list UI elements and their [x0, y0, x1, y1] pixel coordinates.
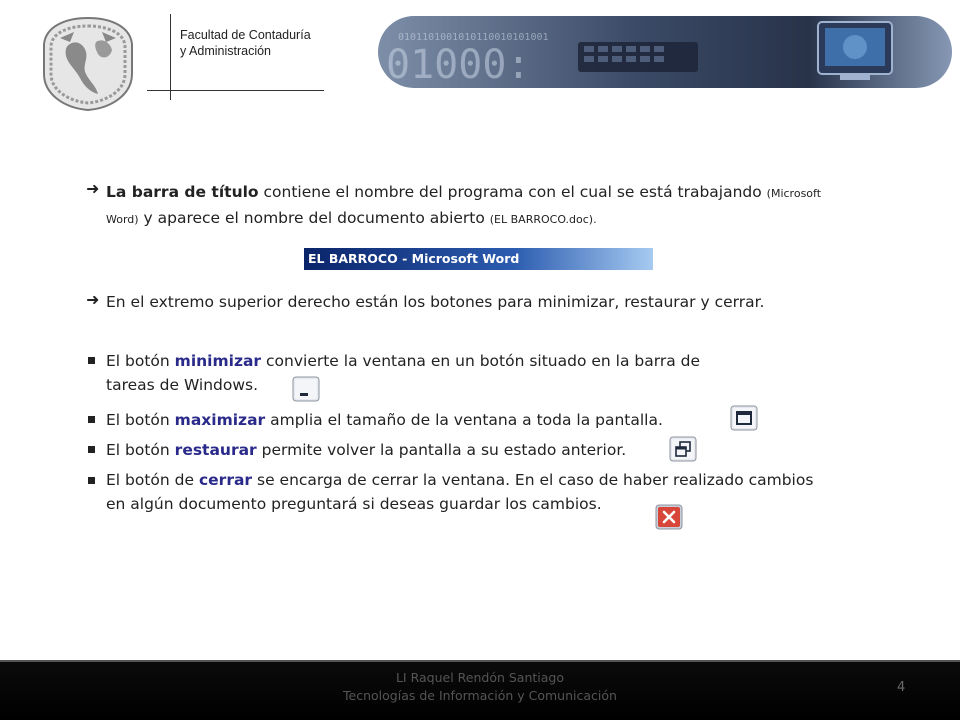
item-close — [106, 468, 896, 516]
item-maximize-pre: El botón — [106, 411, 175, 429]
maximize-icon — [730, 405, 758, 431]
item-minimize-keyword: minimizar — [174, 352, 262, 370]
arrow-bullet-icon: ➜ — [86, 290, 100, 309]
item-maximize-keyword: maximizar — [174, 411, 266, 429]
item-close-pre: El botón de — [106, 471, 199, 489]
item-restore-pre: El botón — [106, 441, 175, 459]
item-minimize-line2: tareas de Windows. — [106, 376, 259, 394]
paragraph-text-a: contiene el nombre del programa con el cual se está trabajando — [258, 183, 767, 201]
header-horizontal-rule — [147, 90, 324, 91]
item-close-post: se encarga de cerrar la ventana. En el caso de haber realizado cambios — [252, 471, 814, 489]
item-restore-keyword: restaurar — [174, 441, 257, 459]
item-maximize-post: amplia el tamaño de la ventana a toda la pantalla. — [265, 411, 663, 429]
unam-seal-logo — [40, 14, 136, 112]
paragraph-title-bar — [106, 180, 906, 232]
paragraph-small-c: (EL BARROCO.doc). — [489, 213, 597, 226]
institution-name — [180, 27, 311, 59]
close-icon — [655, 504, 683, 530]
footer-author: LI Raquel Rendón Santiago — [395, 670, 565, 685]
item-restore — [106, 438, 686, 462]
square-bullet-icon — [88, 446, 95, 453]
paragraph-window-buttons: En el extremo superior derecho están los botones para minimizar, restaurar y cerrar. — [106, 293, 765, 311]
page-number: 4 — [897, 680, 906, 695]
arrow-bullet-icon: ➜ — [86, 179, 100, 198]
restore-icon — [669, 436, 697, 462]
item-close-keyword: cerrar — [198, 471, 253, 489]
title-bar-term: La barra de título — [106, 183, 259, 201]
item-restore-post: permite volver la pantalla a su estado anterior. — [256, 441, 627, 459]
paragraph-small-a: (Microsoft — [766, 187, 822, 200]
svg-text:01000:: 01000: — [386, 42, 531, 88]
item-minimize-post: convierte la ventana en un botón situado en la barra de — [261, 352, 701, 370]
footer-course: Tecnologías de Información y Comunicación — [343, 688, 617, 703]
window-title-bar-example: EL BARROCO - Microsoft Word — [304, 248, 653, 270]
square-bullet-icon — [88, 416, 95, 423]
item-minimize-pre: El botón — [106, 352, 175, 370]
institution-line2: y Administración — [180, 44, 272, 58]
slide-footer — [0, 660, 960, 720]
item-maximize — [106, 408, 746, 432]
item-minimize — [106, 349, 806, 397]
paragraph-text-b: y aparece el nombre del documento abierto — [138, 209, 490, 227]
minimize-icon — [292, 376, 320, 402]
header-vertical-rule — [170, 14, 171, 100]
svg-text:0101101001010110010101001: 0101101001010110010101001 — [398, 32, 549, 43]
square-bullet-icon — [88, 357, 95, 364]
item-close-line2: en algún documento preguntará si deseas guardar los cambios. — [106, 495, 602, 513]
paragraph-small-b: Word) — [106, 213, 139, 226]
square-bullet-icon — [88, 477, 95, 484]
institution-line1: Facultad de Contaduría — [180, 28, 311, 42]
computer-banner-image — [378, 16, 952, 88]
